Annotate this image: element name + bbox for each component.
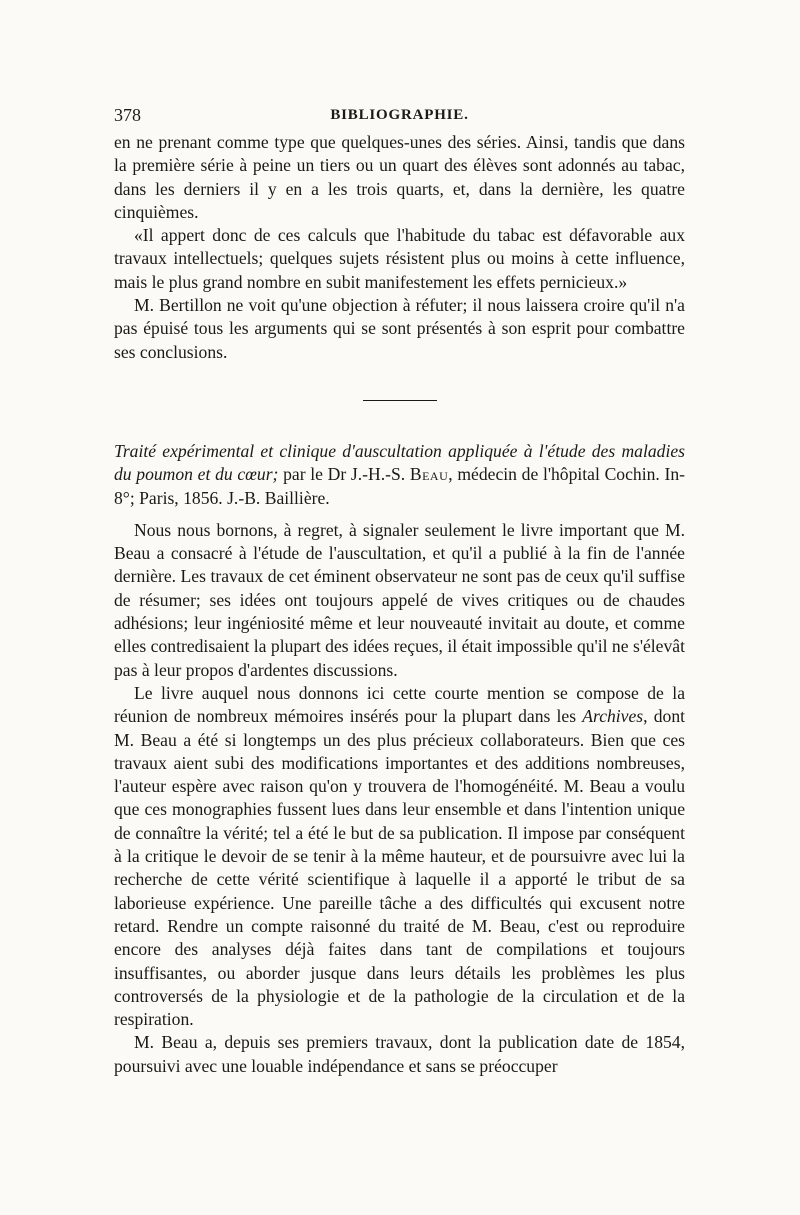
review-author: Beau bbox=[409, 464, 449, 485]
continued-paragraph-3: M. Bertillon ne voit qu'une objection à réfuter; il nous laissera croire qu'il n'a pas épuisé tous les arguments qui se sont présentés à son esprit pour combattre ses conclusions. bbox=[114, 295, 685, 362]
review-publication-details: , médecin de l'hôpital Cochin. In-8°; Paris, 1856. J.-B. Baillière. bbox=[114, 464, 685, 508]
review-heading bbox=[114, 440, 685, 510]
page-body bbox=[114, 131, 685, 1078]
continued-paragraph-1: en ne prenant comme type que quelques-unes des séries. Ainsi, tandis que dans la première série à peine un tiers ou un quart des élèves sont adonnés au tabac, dans les derniers il y en a les trois quarts, et, dans la dernière, les quatre cinquièmes. bbox=[114, 132, 685, 222]
review-by: par le Dr J.-H.-S. bbox=[278, 464, 410, 485]
review-paragraph-2-end: , dont M. Beau a été si longtemps un des plus précieux collaborateurs. Bien que ces travaux aient subi des modifications importantes et des additions nombreuses, l'auteur espère avec raison qu'on y trouvera de l'homogénéité. M. Beau a voulu que ces monographies fussent lues dans leur ensemble et dans l'intention unique de connaître la vérité; tel a été le but de sa publication. Il impose par conséquent à la critique le devoir de se tenir à la même hauteur, et de poursuivre avec lui la recherche de cette vérité scientifique à laquelle il a apporté le tribut de sa laborieuse expérience. Une pareille tâche a des difficultés qui excusent notre retard. Rendre un compte raisonné du traité de M. Beau, c'est ou reproduire encore des analyses déjà faites dans tant de compilations et toujours insuffisantes, ou aborder jusque dans leurs détails les problèmes les plus controversés de la physiologie et de la pathologie de la circulation et de la respiration. bbox=[114, 706, 686, 1030]
running-title: BIBLIOGRAPHIE. bbox=[330, 107, 469, 123]
archives-journal-title: Archives bbox=[582, 706, 644, 727]
review-paragraph-2-start: Le livre auquel nous donnons ici cette courte mention se compose de la réunion de nombreux mémoires insérés pour la plupart dans les bbox=[114, 682, 685, 727]
review-paragraph-3: M. Beau a, depuis ses premiers travaux, dont la publication date de 1854, poursuivi avec une louable indépendance et sans se préoccuper bbox=[114, 1032, 685, 1076]
section-divider bbox=[363, 400, 437, 401]
review-book-title: Traité expérimental et clinique d'auscultation appliquée à l'étude des maladies du poumon et du cœur; bbox=[114, 440, 685, 485]
review-paragraph-2 bbox=[114, 682, 685, 1031]
page-number: 378 bbox=[114, 105, 141, 125]
page-header bbox=[114, 104, 685, 126]
continued-paragraph-2: «Il appert donc de ces calculs que l'habitude du tabac est défavorable aux travaux intellectuels; quelques sujets résistent plus ou moins à cette influence, mais le plus grand nombre en subit manifestement les effets pernicieux.» bbox=[114, 225, 685, 292]
review-paragraph-1: Nous nous bornons, à regret, à signaler seulement le livre important que M. Beau a consacré à l'étude de l'auscultation, et qu'il a publié à la fin de l'année dernière. Les travaux de cet éminent observateur ne sont pas de ceux qu'il suffise de résumer; ses idées ont toujours appelé de vives critiques ou de chaudes adhésions; leur ingéniosité même et leur nouveauté invitait au doute, et comme elles contredisaient la plupart des idées reçues, il était impossible qu'il ne s'élevât pas à leur propos d'ardentes discussions. bbox=[114, 519, 685, 680]
